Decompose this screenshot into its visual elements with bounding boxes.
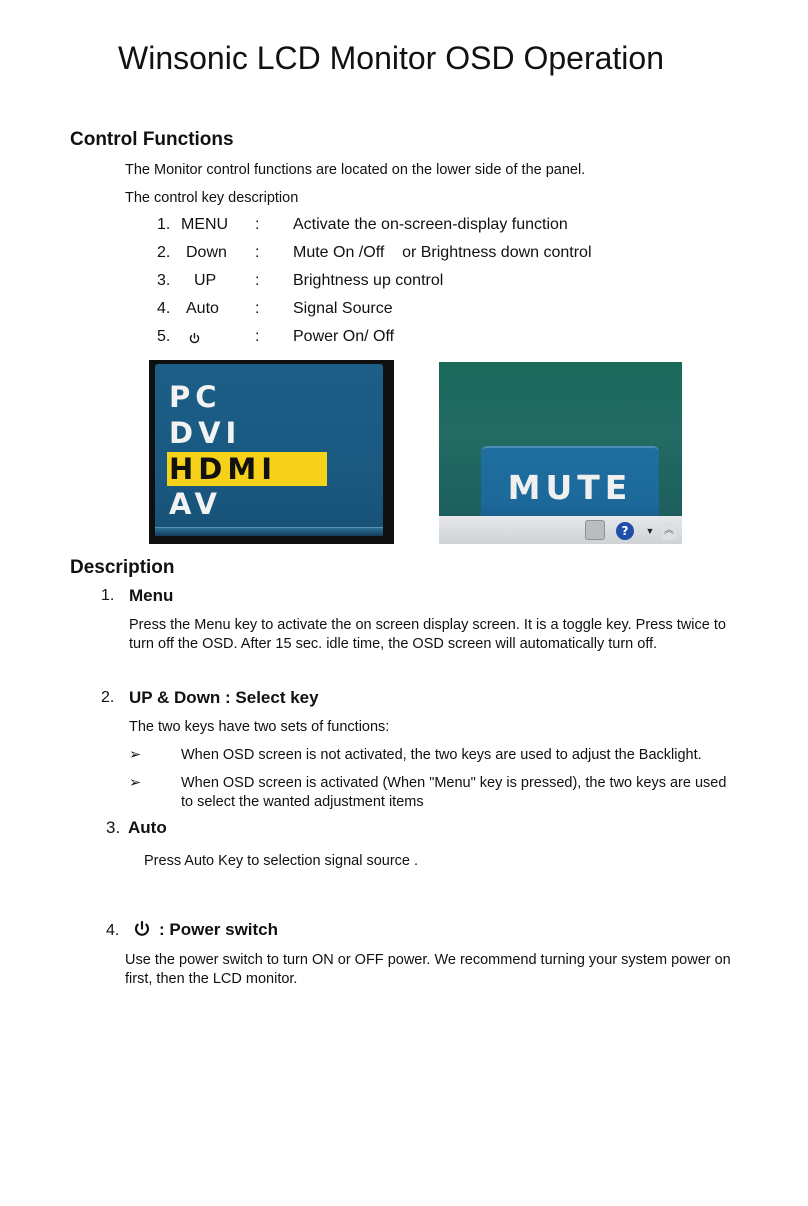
key-desc: Mute On /Off or Brightness down control bbox=[293, 244, 592, 261]
key-num: 4. bbox=[157, 300, 171, 317]
osd-source-menu-photo bbox=[149, 360, 394, 544]
bullet-arrow-icon: ➢ bbox=[129, 775, 142, 791]
taskbar bbox=[439, 516, 682, 544]
power-icon bbox=[188, 332, 201, 350]
osd-item-dvi: DVI bbox=[169, 416, 242, 450]
updown-bullet1: When OSD screen is not activated, the two keys are used to adjust the Backlight. bbox=[181, 747, 702, 763]
menu-num: 1. bbox=[101, 587, 115, 604]
auto-text: Press Auto Key to selection signal source . bbox=[144, 853, 419, 869]
power-text-line1: Use the power switch to turn ON or OFF power. We recommend turning your system power on bbox=[125, 952, 731, 968]
key-sep: : bbox=[255, 300, 260, 317]
updown-bullet2-line2: to select the wanted adjustment items bbox=[181, 794, 424, 810]
auto-heading: Auto bbox=[128, 818, 167, 837]
menu-text-line1: Press the Menu key to activate the on screen display screen. It is a toggle key. Press twice to bbox=[129, 617, 726, 633]
power-num: 4. bbox=[106, 922, 120, 939]
key-num: 2. bbox=[157, 244, 171, 261]
updown-heading: UP & Down : Select key bbox=[129, 688, 319, 707]
key-num: 1. bbox=[157, 216, 171, 233]
key-sep: : bbox=[255, 272, 260, 289]
auto-num: 3. bbox=[106, 818, 121, 837]
key-num: 3. bbox=[157, 272, 171, 289]
power-text-line2: first, then the LCD monitor. bbox=[125, 971, 298, 987]
osd-item-av: AV bbox=[169, 487, 222, 521]
section-heading-control-functions: Control Functions bbox=[70, 129, 234, 150]
dropdown-arrow-icon: ▼ bbox=[645, 526, 655, 536]
page-title: Winsonic LCD Monitor OSD Operation bbox=[118, 40, 664, 76]
key-desc: Activate the on-screen-display function bbox=[293, 216, 568, 233]
power-icon bbox=[133, 920, 151, 943]
osd-mute-photo bbox=[439, 362, 682, 544]
key-desc: Power On/ Off bbox=[293, 328, 395, 345]
key-desc: Signal Source bbox=[293, 300, 393, 317]
osd-item-pc: PC bbox=[169, 380, 222, 414]
control-intro-text: The Monitor control functions are located on the lower side of the panel. bbox=[125, 162, 586, 178]
section-heading-description: Description bbox=[70, 557, 175, 578]
key-num: 5. bbox=[157, 328, 171, 345]
keyboard-icon bbox=[585, 520, 605, 540]
menu-heading: Menu bbox=[129, 586, 174, 605]
help-icon: ? bbox=[616, 522, 634, 540]
chevron-up-icon: ︽ bbox=[662, 522, 676, 540]
mute-label: MUTE bbox=[507, 468, 633, 507]
updown-bullet2-line1: When OSD screen is activated (When "Menu" key is pressed), the two keys are used bbox=[181, 775, 727, 791]
osd-panel-bevel bbox=[155, 527, 383, 536]
key-desc: Brightness up control bbox=[293, 272, 444, 289]
updown-num: 2. bbox=[101, 689, 115, 706]
bullet-arrow-icon: ➢ bbox=[129, 747, 142, 763]
key-name: Down bbox=[186, 244, 227, 261]
osd-panel bbox=[155, 364, 383, 536]
updown-text: The two keys have two sets of functions: bbox=[129, 719, 390, 735]
key-description-heading: The control key description bbox=[125, 190, 299, 206]
power-heading: : Power switch bbox=[159, 920, 279, 939]
key-name: MENU bbox=[181, 216, 229, 233]
key-sep: : bbox=[255, 244, 260, 261]
osd-item-hdmi-selected: HDMI bbox=[167, 452, 327, 486]
key-name: UP bbox=[194, 272, 217, 289]
menu-text-line2: turn off the OSD. After 15 sec. idle time, the OSD screen will automatically turn off. bbox=[129, 636, 658, 652]
key-sep: : bbox=[255, 328, 260, 345]
key-name: Auto bbox=[186, 300, 219, 317]
key-sep: : bbox=[255, 216, 260, 233]
